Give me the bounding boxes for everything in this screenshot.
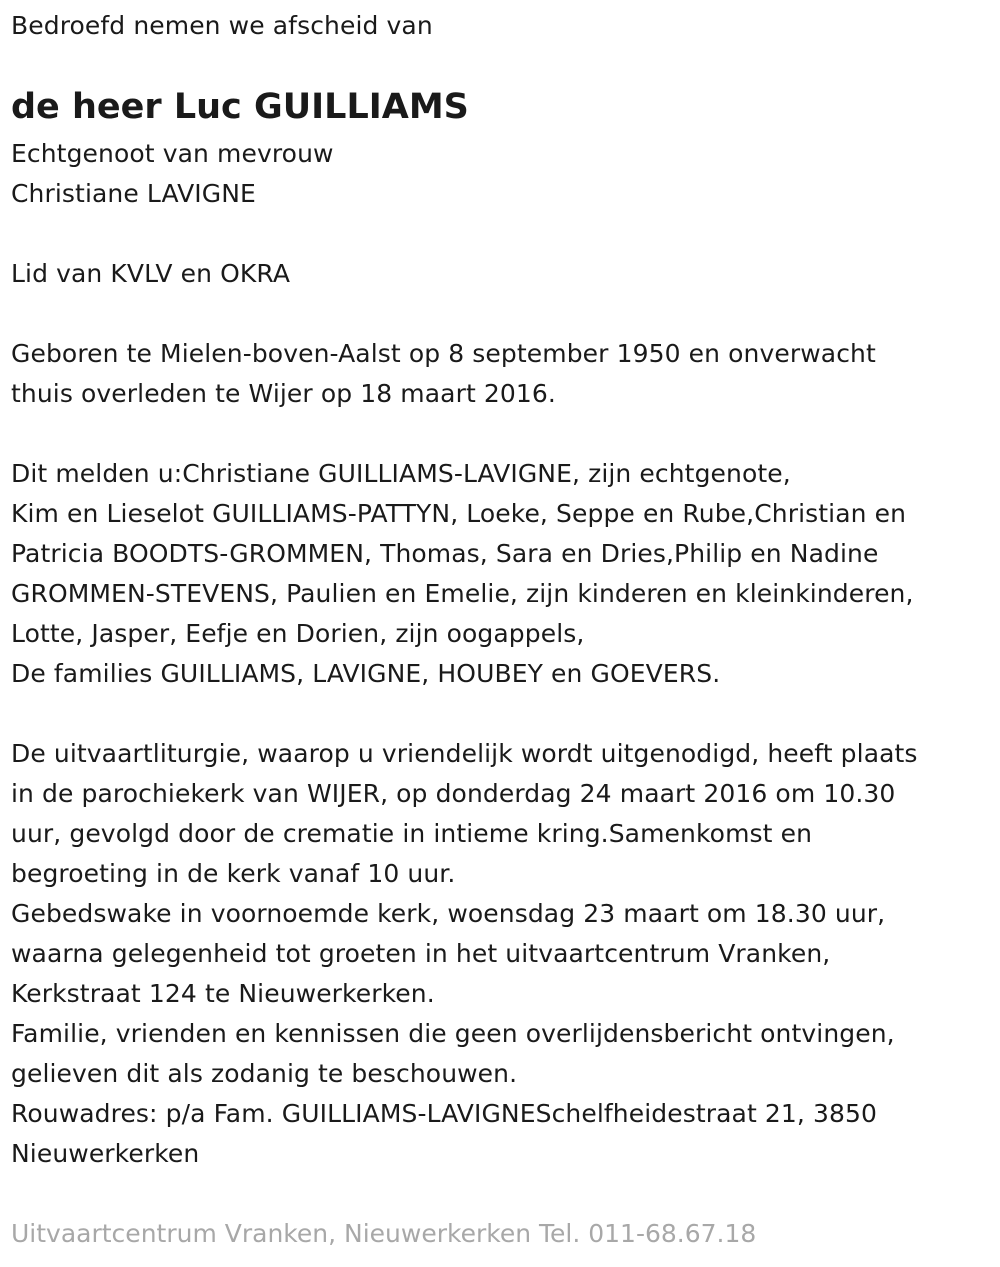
birth-death-block xyxy=(11,334,876,414)
membership-text: Lid van KVLV en OKRA xyxy=(11,259,291,288)
birth-death-line: thuis overleden te Wijer op 18 maart 2016. xyxy=(11,379,556,408)
family-line: De families GUILLIAMS, LAVIGNE, HOUBEY en GOEVERS. xyxy=(11,659,721,688)
ceremony-block xyxy=(11,734,918,1174)
spouse-line: Christiane LAVIGNE xyxy=(11,179,256,208)
ceremony-line: in de parochiekerk van WIJER, op donderdag 24 maart 2016 om 10.30 xyxy=(11,779,896,808)
deceased-name: de heer Luc GUILLIAMS xyxy=(11,87,469,127)
ceremony-line: begroeting in de kerk vanaf 10 uur. xyxy=(11,859,456,888)
intro-text: Bedroefd nemen we afscheid van xyxy=(11,11,433,40)
family-line: Kim en Lieselot GUILLIAMS-PATTYN, Loeke, Seppe en Rube,Christian en xyxy=(11,499,907,528)
family-line: GROMMEN-STEVENS, Paulien en Emelie, zijn kinderen en kleinkinderen, xyxy=(11,579,914,608)
family-line: Lotte, Jasper, Eefje en Dorien, zijn oogappels, xyxy=(11,619,585,648)
ceremony-line: gelieven dit als zodanig te beschouwen. xyxy=(11,1059,518,1088)
ceremony-line: Rouwadres: p/a Fam. GUILLIAMS-LAVIGNESchelfheidestraat 21, 3850 xyxy=(11,1099,878,1128)
family-line: Patricia BOODTS-GROMMEN, Thomas, Sara en Dries,Philip en Nadine xyxy=(11,539,879,568)
birth-death-line: Geboren te Mielen-boven-Aalst op 8 september 1950 en onverwacht xyxy=(11,339,876,368)
ceremony-line: waarna gelegenheid tot groeten in het uitvaartcentrum Vranken, xyxy=(11,939,831,968)
funeral-home-footer: Uitvaartcentrum Vranken, Nieuwerkerken Tel. 011-68.67.18 xyxy=(11,1219,757,1248)
spouse-line: Echtgenoot van mevrouw xyxy=(11,139,334,168)
ceremony-line: De uitvaartliturgie, waarop u vriendelijk wordt uitgenodigd, heeft plaats xyxy=(11,739,918,768)
ceremony-line: Nieuwerkerken xyxy=(11,1139,200,1168)
spouse-block xyxy=(11,134,334,214)
ceremony-line: uur, gevolgd door de crematie in intieme kring.Samenkomst en xyxy=(11,819,813,848)
family-line: Dit melden u:Christiane GUILLIAMS-LAVIGNE, zijn echtgenote, xyxy=(11,459,791,488)
ceremony-line: Kerkstraat 124 te Nieuwerkerken. xyxy=(11,979,435,1008)
membership-block xyxy=(11,254,290,294)
ceremony-line: Familie, vrienden en kennissen die geen overlijdensbericht ontvingen, xyxy=(11,1019,895,1048)
family-block xyxy=(11,454,914,694)
ceremony-line: Gebedswake in voornoemde kerk, woensdag 23 maart om 18.30 uur, xyxy=(11,899,886,928)
